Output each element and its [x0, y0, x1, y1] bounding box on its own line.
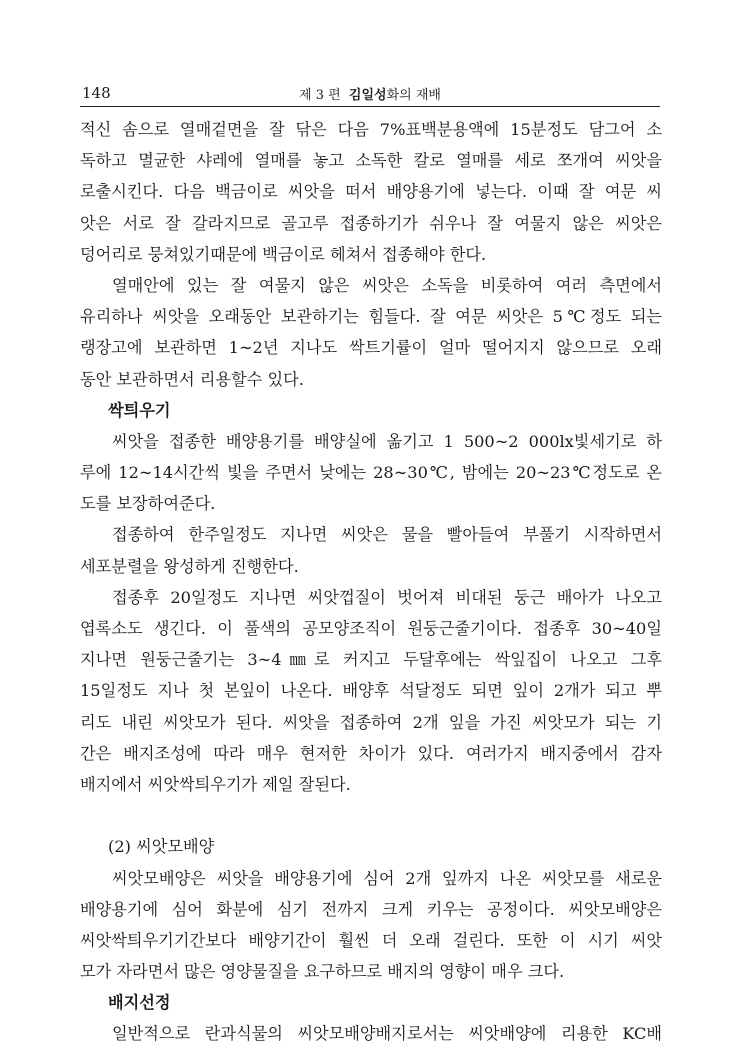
text-line: 리도 내린 씨앗모가 된다. 씨앗을 접종하여 2개 잎을 가진 씨앗모가 되는 기 [80, 712, 662, 732]
text-line: 엽록소도 생긴다. 이 풀색의 공모양조직이 원둥근줄기이다. 접종후 30∼40일 [80, 619, 662, 638]
paragraph-3 [80, 426, 662, 520]
page-header [80, 80, 660, 107]
paragraph-7 [80, 1018, 662, 1049]
running-title-part: 제 3 편 [299, 88, 341, 103]
paragraph-4 [80, 519, 662, 581]
text-line: 유리하나 씨앗을 오래동안 보관하기는 힘들다. 잘 여문 씨앗은 5℃정도 되는 [80, 307, 662, 327]
page-body [80, 114, 662, 1050]
text-line: 랭장고에 보관하면 1∼2년 지나도 싹트기률이 얼마 떨어지지 않으므로 오래 [80, 338, 662, 358]
text-line: 모가 자라면서 많은 영양물질을 요구하므로 배지의 영향이 매우 크다. [80, 962, 565, 982]
running-title-name: 김일성 [348, 88, 387, 103]
text-line: 일반적으로 란과식물의 씨앗모배양배지로서는 씨앗배양에 리용한 KC배 [112, 1024, 662, 1044]
running-title-suffix: 화의 재배 [386, 88, 441, 103]
text-line: 씨앗을 접종한 배양용기를 배양실에 옮기고 1 500∼2 000lx빛세기로 하 [112, 431, 662, 451]
text-line: 적신 솜으로 열매겉면을 잘 닦은 다음 7%표백분용액에 15분정도 담그어 소 [80, 120, 662, 139]
section-heading: 배지선정 [108, 993, 171, 1013]
text-line: 앗은 서로 잘 갈라지므로 골고루 접종하기가 쉬우나 잘 여물지 않은 씨앗은 [80, 213, 662, 233]
text-line: 간은 배지조성에 따라 매우 현저한 차이가 있다. 여러가지 배지중에서 감자 [80, 743, 662, 763]
text-line: 열매안에 있는 잘 여물지 않은 씨앗은 소독을 비롯하여 여러 측면에서 [112, 275, 662, 295]
text-line: 로출시킨다. 다음 백금이로 씨앗을 떠서 배양용기에 넣는다. 이때 잘 여문 씨 [80, 182, 662, 202]
paragraph-5 [80, 582, 662, 800]
text-line: 배양용기에 심어 화분에 심기 전까지 크게 키우는 공정이다. 씨앗모배양은 [80, 899, 662, 919]
running-title [80, 84, 660, 103]
text-line: 덩어리로 뭉쳐있기때문에 백금이로 헤쳐서 접종해야 한다. [80, 244, 487, 264]
text-line: 15일정도 지나 첫 본잎이 나온다. 배양후 석달정도 되면 잎이 2개가 되고 뿌 [80, 681, 662, 701]
text-line: 루에 12∼14시간씩 빛을 주면서 낮에는 28∼30℃, 밤에는 20∼23℃정도로 온 [80, 463, 662, 483]
text-line: 동안 보관하면서 리용할수 있다. [80, 369, 304, 389]
text-line: 접종하여 한주일정도 지나면 씨앗은 물을 빨아들여 부풀기 시작하면서 [112, 525, 662, 545]
text-line: 독하고 멸균한 샤레에 열매를 놓고 소독한 칼로 열매를 세로 쪼개여 씨앗을 [80, 151, 662, 171]
text-line: 씨앗싹틔우기기간보다 배양기간이 훨씬 더 오래 걸린다. 또한 이 시기 씨앗 [80, 930, 662, 950]
blank-line [80, 800, 662, 831]
paragraph-1 [80, 114, 662, 270]
text-line: 세포분렬을 왕성하게 진행한다. [80, 556, 299, 576]
text-line: 지나면 원둥근줄기는 3∼4㎜로 커지고 두달후에는 싹잎집이 나오고 그후 [80, 650, 662, 670]
text-line: 배지에서 씨앗싹틔우기가 제일 잘된다. [80, 774, 351, 794]
subsection-heading: (2) 씨앗모배양 [108, 837, 215, 857]
page-number: 148 [82, 84, 111, 102]
text-line: 도를 보장하여준다. [80, 494, 216, 514]
text-line: 접종후 20일정도 지나면 씨앗껍질이 벗어져 비대된 둥근 배아가 나오고 [112, 587, 662, 607]
paragraph-2 [80, 270, 662, 395]
section-heading: 싹틔우기 [108, 400, 171, 420]
text-line: 씨앗모배양은 씨앗을 배양용기에 심어 2개 잎까지 나온 씨앗모를 새로운 [112, 868, 662, 888]
paragraph-6 [80, 863, 662, 988]
